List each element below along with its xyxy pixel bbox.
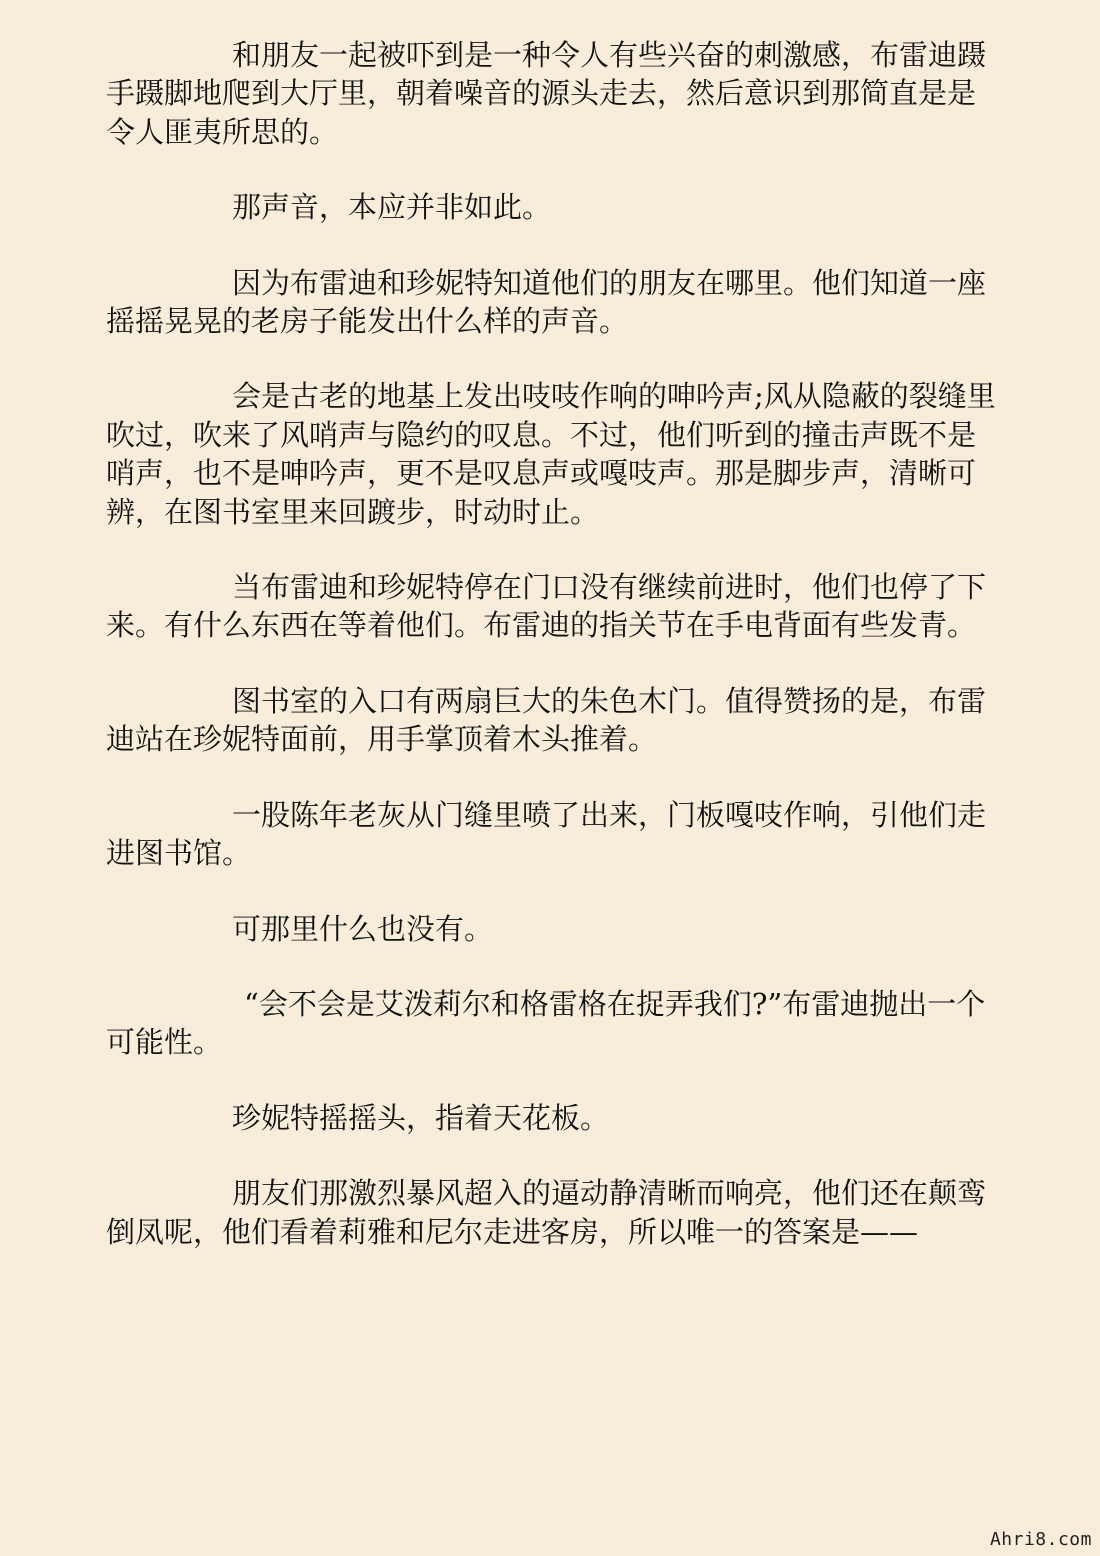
paragraph-8: 可那里什么也没有。 — [232, 911, 494, 946]
paragraph-10: 珍妮特摇摇头，指着天花板。 — [232, 1100, 610, 1135]
paragraph-7: 一股陈年老灰从门缝里喷了出来，门板嘎吱作响，引他们走进图书馆。 — [106, 797, 987, 871]
paragraph-9: “会不会是艾泼莉尔和格雷格在捉弄我们?”布雷迪抛出一个可能性。 — [106, 986, 986, 1060]
watermark: Ahri8.com — [989, 1529, 1092, 1550]
paragraph-11: 朋友们那激烈暴风超入的逼动静清晰而响亮，他们还在颠鸾倒凤呢，他们看着莉雅和尼尔走进客房，所以唯一的答案是—— — [106, 1176, 987, 1249]
paragraph-4: 会是古老的地基上发出吱吱作响的呻吟声;风从隐蔽的裂缝里吹过，吹来了风哨声与隐约的叹息。不过，他们听到的撞击声既不是哨声，也不是呻吟声，更不是叹息声或嘎吱声。那是脚步声，清晰可辨，在图书室里来回踱步，时动时止。 — [106, 379, 996, 529]
paragraph-6: 图书室的入口有两扇巨大的朱色木门。值得赞扬的是，布雷迪站在珍妮特面前，用手掌顶着木头推着。 — [106, 683, 987, 757]
paragraph-5: 当布雷迪和珍妮特停在门口没有继续前进时，他们也停了下来。有什么东西在等着他们。布雷迪的指关节在手电背面有些发青。 — [106, 570, 987, 643]
document-body — [106, 36, 996, 1288]
paragraph-3: 因为布雷迪和珍妮特知道他们的朋友在哪里。他们知道一座摇摇晃晃的老房子能发出什么样的声音。 — [106, 265, 987, 339]
paragraph-2: 那声音，本应并非如此。 — [232, 190, 552, 225]
paragraph-1: 和朋友一起被吓到是一种令人有些兴奋的刺激感，布雷迪蹑手蹑脚地爬到大厅里，朝着噪音的源头走去，然后意识到那简直是是令人匪夷所思的。 — [106, 38, 987, 149]
